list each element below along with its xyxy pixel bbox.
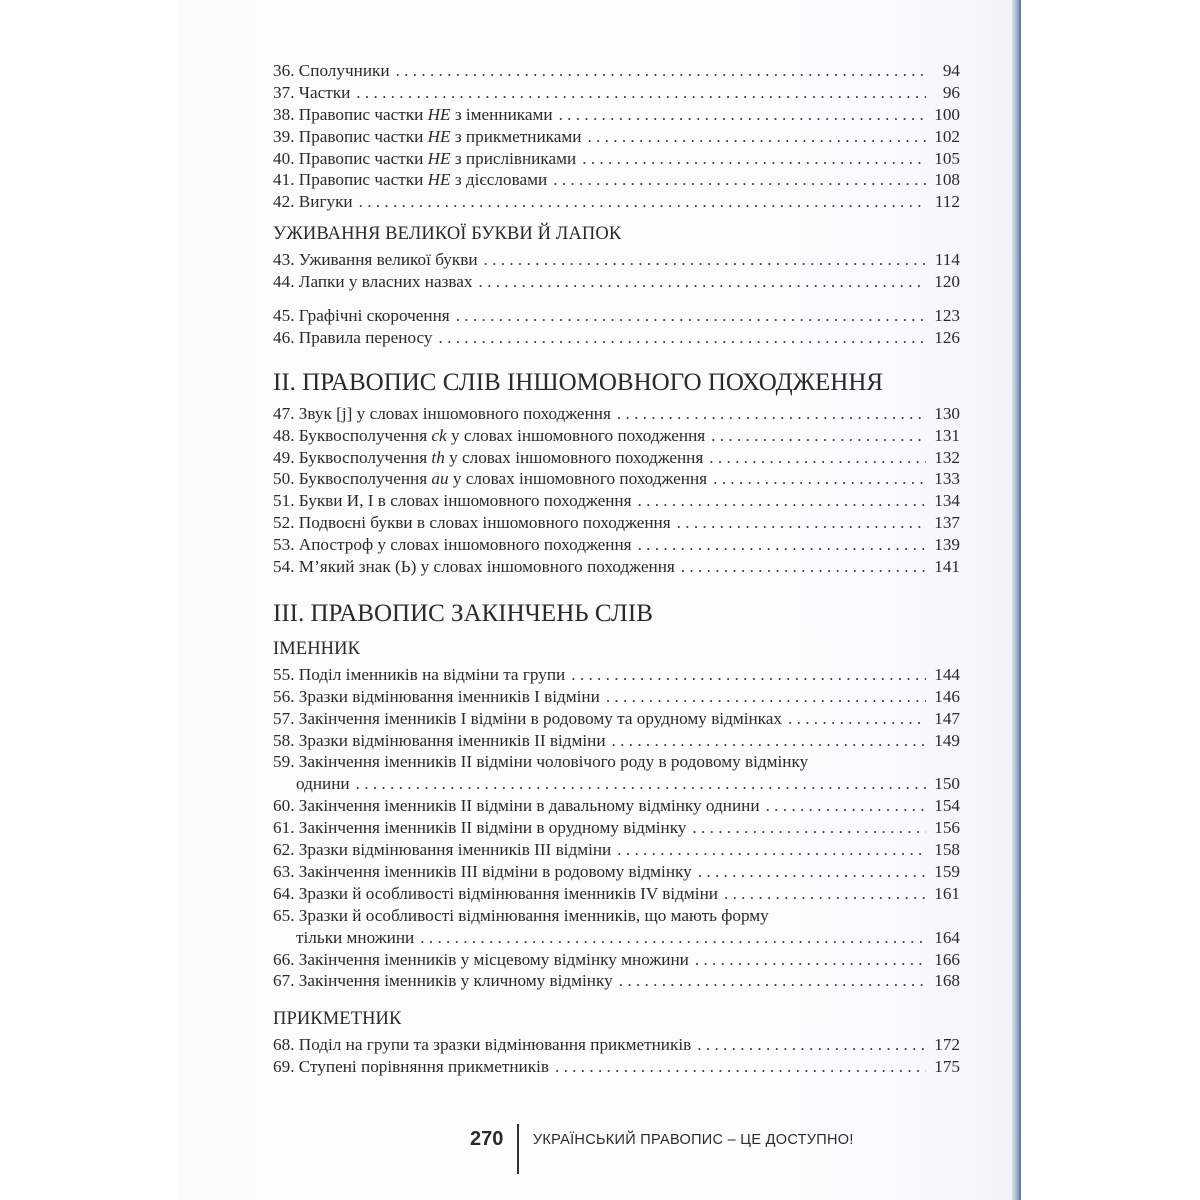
toc-entry[interactable]	[273, 556, 960, 578]
toc-entry[interactable]	[273, 970, 960, 992]
entry-page: 144	[934, 664, 960, 684]
entry-title: Лапки у власних назвах	[298, 272, 473, 292]
entry-page: 139	[934, 535, 960, 555]
dot-leader	[766, 795, 926, 817]
dot-leader	[695, 949, 926, 971]
entry-page: 112	[934, 192, 960, 212]
entry-number: 67.	[273, 971, 295, 991]
entry-number: 62.	[273, 840, 295, 860]
entry-title: Букви И, І в словах іншомовного походження	[298, 491, 632, 511]
toc-entry[interactable]	[273, 82, 960, 104]
entry-page: 150	[934, 774, 960, 794]
toc-entry[interactable]	[273, 468, 960, 490]
entry-title: Буквосполучення	[298, 469, 432, 489]
dot-leader	[619, 970, 926, 992]
entry-title: Уживання великої букви	[298, 250, 478, 270]
entry-number: 43.	[273, 250, 295, 270]
dot-leader	[724, 883, 926, 905]
entry-title: Закінчення іменників ІІ відміни в давальному відмінку однини	[298, 796, 760, 816]
toc-entry[interactable]	[273, 512, 960, 534]
entry-number: 45.	[273, 306, 295, 326]
entry-page: 132	[934, 447, 960, 467]
entry-page: 131	[934, 425, 960, 445]
entry-number: 50.	[273, 469, 295, 489]
dot-leader	[697, 1034, 926, 1056]
entry-page: 94	[942, 61, 960, 80]
entry-title: Буквосполучення	[298, 425, 432, 445]
toc-entry[interactable]	[273, 534, 960, 556]
toc-entry[interactable]	[273, 795, 960, 817]
entry-title: Подвоєні букви в словах іншомовного походження	[298, 513, 671, 533]
toc-group-d	[273, 403, 960, 578]
entry-title: Закінчення іменників І відміни в родовому та орудному відмінках	[298, 708, 782, 728]
dot-leader	[692, 817, 926, 839]
section-heading-3: III. ПРАВОПИС ЗАКІНЧЕНЬ СЛІВ	[273, 599, 653, 627]
toc-entry[interactable]	[273, 403, 960, 425]
entry-title: Вигуки	[298, 192, 353, 212]
entry-number: 66.	[273, 949, 295, 969]
toc-entry[interactable]	[273, 490, 960, 512]
dot-leader	[606, 686, 926, 708]
entry-number: 38.	[273, 104, 295, 124]
entry-page: 141	[934, 557, 960, 577]
entry-number: 52.	[273, 513, 295, 533]
dot-leader	[582, 148, 926, 170]
page-edge	[1012, 0, 1021, 1200]
toc-group-h	[273, 1034, 960, 1078]
toc-entry[interactable]	[273, 861, 960, 883]
entry-number: 36.	[273, 61, 295, 80]
toc-entry[interactable]	[273, 169, 960, 191]
entry-page: 120	[934, 272, 960, 292]
dot-leader	[638, 534, 926, 556]
entry-title: М’який знак (Ь) у словах іншомовного походження	[298, 557, 675, 577]
toc-entry[interactable]	[273, 708, 960, 730]
toc-entry-59[interactable]	[273, 751, 960, 795]
dot-leader	[396, 60, 926, 82]
entry-page: 158	[934, 840, 960, 860]
entry-title: у словах іншомовного походження	[448, 469, 708, 489]
entry-number: 48.	[273, 425, 295, 445]
dot-leader	[617, 839, 926, 861]
dot-leader	[612, 730, 926, 752]
entry-number: 42.	[273, 192, 295, 212]
toc-entry[interactable]	[273, 327, 960, 349]
entry-number: 55.	[273, 664, 295, 684]
entry-title: Буквосполучення	[298, 447, 432, 467]
entry-number: 60.	[273, 796, 295, 816]
entry-number: 37.	[273, 82, 295, 102]
entry-title: Зразки відмінювання іменників І відміни	[298, 686, 600, 706]
entry-number: 68.	[273, 1035, 295, 1055]
entry-page: 156	[934, 818, 960, 838]
entry-title-emphasis: НЕ	[427, 170, 451, 190]
dot-leader	[788, 708, 926, 730]
entry-title: Ступені порівняння прикметників	[298, 1057, 549, 1077]
entry-title: з дієсловами	[450, 170, 548, 190]
toc-entry[interactable]	[273, 60, 960, 82]
book-title: УКРАЇНСЬКИЙ ПРАВОПИС – ЦЕ ДОСТУПНО!	[532, 1132, 854, 1148]
dot-leader	[587, 126, 926, 148]
dot-leader	[555, 1056, 926, 1078]
entry-title: Правила переносу	[298, 327, 433, 347]
entry-title: Поділ іменників на відміни та групи	[298, 664, 566, 684]
dot-leader	[698, 861, 926, 883]
dot-leader	[553, 169, 926, 191]
entry-page: 108	[934, 170, 960, 190]
entry-page: 137	[934, 513, 960, 533]
toc-entry[interactable]	[273, 883, 960, 905]
toc-group-g	[273, 949, 960, 993]
entry-page: 164	[934, 927, 960, 947]
toc-entry-65[interactable]	[273, 905, 960, 949]
toc-entry[interactable]	[273, 839, 960, 861]
dot-leader	[439, 327, 927, 349]
entry-title: Зразки й особливості відмінювання іменників IV відміни	[298, 883, 718, 903]
toc-entry[interactable]	[273, 126, 960, 148]
entry-number: 57.	[273, 708, 295, 728]
toc-entry[interactable]	[273, 664, 960, 686]
entry-title-emphasis: НЕ	[427, 126, 451, 146]
entry-title: у словах іншомовного походження	[446, 425, 706, 445]
section-heading-2: II. ПРАВОПИС СЛІВ ІНШОМОВНОГО ПОХОДЖЕННЯ	[273, 368, 884, 396]
toc-entry[interactable]	[273, 305, 960, 327]
entry-page: 168	[934, 971, 960, 991]
toc-group-a	[273, 60, 960, 213]
entry-page: 102	[934, 126, 960, 146]
entry-title-emphasis: au	[431, 469, 449, 489]
entry-number: 46.	[273, 327, 295, 347]
entry-number: 63.	[273, 861, 295, 881]
spacer	[273, 293, 960, 305]
entry-number: 53.	[273, 535, 295, 555]
entry-page: 146	[934, 686, 960, 706]
entry-number: 51.	[273, 491, 295, 511]
entry-page: 130	[934, 403, 960, 423]
entry-title: Апостроф у словах іншомовного походження	[298, 535, 632, 555]
entry-title: з іменниками	[450, 104, 553, 124]
dot-leader	[484, 249, 926, 271]
entry-page: 172	[934, 1035, 960, 1055]
entry-page: 166	[934, 949, 960, 969]
toc-entry[interactable]	[273, 104, 960, 126]
entry-title: у словах іншомовного походження	[444, 447, 704, 467]
subsection-heading-adjective: ПРИКМЕТНИК	[273, 1009, 402, 1030]
toc-entry[interactable]	[273, 148, 960, 170]
entry-title: Сполучники	[298, 61, 390, 80]
dot-leader	[681, 556, 926, 578]
entry-number: 61.	[273, 818, 295, 838]
entry-page: 149	[934, 730, 960, 750]
entry-number: 41.	[273, 170, 295, 190]
dot-leader	[638, 490, 926, 512]
entry-number: 44.	[273, 272, 295, 292]
entry-page: 134	[934, 491, 960, 511]
entry-page: 159	[934, 861, 960, 881]
toc-entry[interactable]	[273, 1034, 960, 1056]
subsection-heading-capitals: УЖИВАННЯ ВЕЛИКОЇ БУКВИ Й ЛАПОК	[273, 224, 622, 245]
entry-title: Правопис частки	[298, 148, 428, 168]
entry-number: 59.	[273, 752, 295, 772]
entry-number: 58.	[273, 730, 295, 750]
entry-number: 64.	[273, 883, 295, 903]
entry-title: Правопис частки	[298, 104, 428, 124]
dot-leader	[617, 403, 926, 425]
entry-title: Зразки відмінювання іменників ІІІ відміни	[298, 840, 612, 860]
dot-leader	[713, 468, 926, 490]
entry-title: Закінчення іменників ІІІ відміни в родовому відмінку	[298, 861, 692, 881]
dot-leader	[711, 425, 926, 447]
entry-title-continued: однини	[296, 774, 350, 794]
entry-title: Закінчення іменників у кличному відмінку	[298, 971, 613, 991]
entry-number: 49.	[273, 447, 295, 467]
toc-entry[interactable]	[273, 191, 960, 213]
dot-leader	[709, 447, 926, 469]
toc-entry[interactable]	[273, 817, 960, 839]
dot-leader	[559, 104, 926, 126]
entry-title-emphasis: th	[431, 447, 445, 467]
dot-leader	[677, 512, 926, 534]
entry-title: Закінчення іменників ІІ відміни чоловічого роду в родовому відмінку	[298, 752, 809, 772]
entry-number: 40.	[273, 148, 295, 168]
entry-title: Зразки й особливості відмінювання іменників, що мають форму	[298, 905, 769, 925]
toc-entry[interactable]	[273, 1056, 960, 1078]
toc-group-f	[273, 795, 960, 904]
entry-number: 69.	[273, 1057, 295, 1077]
entry-title: з прикметниками	[450, 126, 582, 146]
toc-group-b	[273, 249, 960, 293]
subsection-heading-noun: ІМЕННИК	[273, 638, 361, 659]
dot-leader	[479, 271, 926, 293]
entry-page: 175	[934, 1057, 960, 1077]
toc-group-e	[273, 664, 960, 752]
dot-leader	[456, 305, 926, 327]
toc-entry[interactable]	[273, 949, 960, 971]
entry-number: 56.	[273, 686, 295, 706]
entry-title: Правопис частки	[298, 126, 428, 146]
entry-page: 161	[934, 883, 960, 903]
entry-number: 65.	[273, 905, 295, 925]
footer-divider	[517, 1124, 519, 1174]
entry-number: 54.	[273, 557, 295, 577]
dot-leader	[420, 927, 926, 949]
toc-entry[interactable]	[273, 686, 960, 708]
entry-title: Частки	[298, 82, 351, 102]
entry-page: 114	[934, 250, 960, 270]
entry-page: 123	[934, 306, 960, 326]
entry-title-emphasis: ck	[431, 425, 447, 445]
entry-page: 105	[934, 148, 960, 168]
page-footer	[470, 1124, 854, 1174]
entry-number: 39.	[273, 126, 295, 146]
toc-entry[interactable]	[273, 447, 960, 469]
entry-title: Закінчення іменників у місцевому відмінку множини	[298, 949, 689, 969]
entry-title: Поділ на групи та зразки відмінювання прикметників	[298, 1035, 692, 1055]
toc-entry[interactable]	[273, 271, 960, 293]
entry-title: Зразки відмінювання іменників ІІ відміни	[298, 730, 606, 750]
entry-title: Графічні скорочення	[298, 306, 450, 326]
table-of-contents	[273, 60, 960, 1078]
entry-page: 100	[934, 104, 960, 124]
entry-page: 126	[934, 327, 960, 347]
entry-title-continued: тільки множини	[296, 927, 415, 947]
entry-title: Звук [j] у словах іншомовного походження	[298, 403, 611, 423]
entry-title: Правопис частки	[298, 170, 428, 190]
entry-title-emphasis: НЕ	[427, 104, 451, 124]
entry-page: 96	[942, 82, 960, 102]
entry-page: 133	[934, 469, 960, 489]
entry-page: 154	[934, 796, 960, 816]
dot-leader	[359, 191, 926, 213]
page-number: 270	[470, 1128, 504, 1150]
entry-page: 147	[934, 708, 960, 728]
toc-entry[interactable]	[273, 249, 960, 271]
toc-entry[interactable]	[273, 730, 960, 752]
toc-group-c	[273, 305, 960, 349]
entry-title-emphasis: НЕ	[427, 148, 451, 168]
entry-number: 47.	[273, 403, 295, 423]
entry-title: Закінчення іменників ІІ відміни в орудному відмінку	[298, 818, 687, 838]
dot-leader	[571, 664, 926, 686]
toc-entry[interactable]	[273, 425, 960, 447]
dot-leader	[356, 82, 926, 104]
entry-title: з прислівниками	[450, 148, 577, 168]
dot-leader	[356, 773, 926, 795]
